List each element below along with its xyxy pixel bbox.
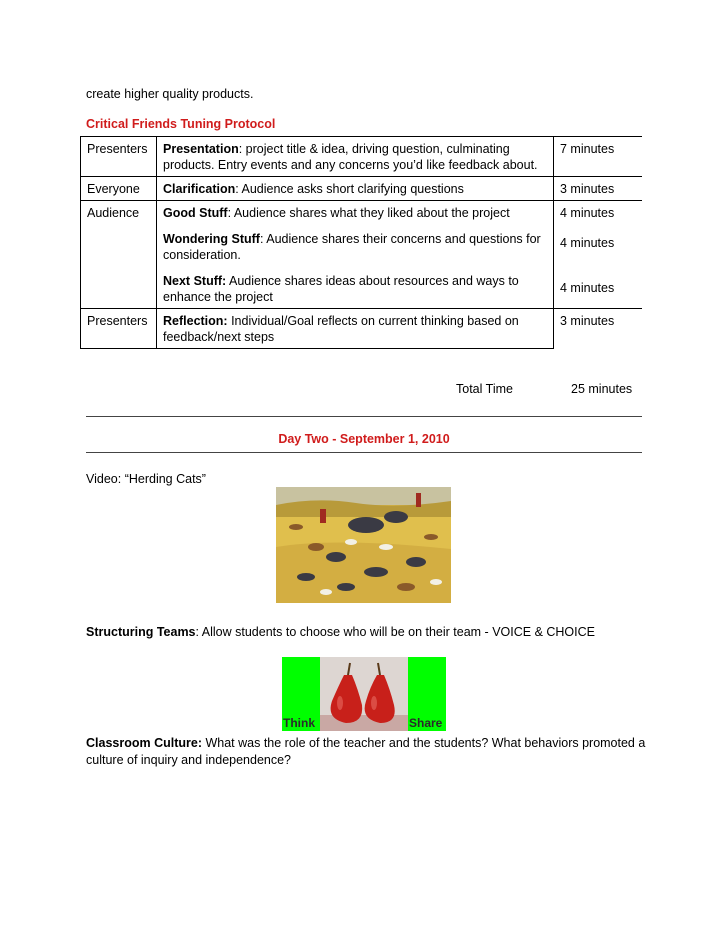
classroom-culture-paragraph: [86, 735, 646, 769]
activity-text: : project title & idea, driving question, culminating products. Entry events and any concerns you’d like feedback about.: [163, 142, 538, 172]
activity-name: Presentation: [163, 142, 239, 156]
herding-cats-image: [276, 487, 451, 603]
time-value: 4 minutes: [560, 236, 615, 250]
activity-text: Individual/Goal reflects on current thinking based on feedback/next steps: [163, 314, 519, 344]
activity-name: Clarification: [163, 182, 236, 196]
activity-cell: [157, 309, 554, 349]
activity-name: Reflection:: [163, 314, 228, 328]
divider: [86, 416, 642, 417]
table-row: [81, 309, 643, 349]
activity-name: Wondering Stuff: [163, 232, 260, 246]
classroom-culture-text: What was the role of the teacher and the students? What behaviors promoted a culture of inquiry and independence?: [86, 736, 646, 767]
time-cell: 7 minutes: [554, 137, 643, 177]
structuring-teams-line: [86, 625, 595, 639]
structuring-teams-label: Structuring Teams: [86, 625, 196, 639]
activity-cell: [157, 137, 554, 177]
role-cell: Audience: [81, 201, 157, 309]
time-value: 4 minutes: [560, 206, 615, 220]
intro-line: create higher quality products.: [86, 87, 254, 101]
day-heading: Day Two - September 1, 2010: [278, 432, 450, 446]
video-line: Video: “Herding Cats”: [86, 472, 206, 486]
share-label: Share: [409, 716, 443, 730]
tuning-protocol-table: [80, 136, 642, 349]
herding-cats-painting: [276, 487, 451, 603]
think-label: Think: [283, 716, 315, 730]
total-time-label: Total Time: [456, 382, 513, 396]
activity-text: Audience shares ideas about resources and ways to enhance the project: [163, 274, 519, 304]
role-cell: Presenters: [81, 137, 157, 177]
activity-name: Next Stuff:: [163, 274, 227, 288]
total-time-value: 25 minutes: [571, 382, 633, 396]
divider: [86, 452, 642, 453]
time-value: 4 minutes: [560, 281, 615, 295]
role-cell: Presenters: [81, 309, 157, 349]
time-cell: 3 minutes: [554, 177, 643, 201]
structuring-teams-text: : Allow students to choose who will be on their team - VOICE & CHOICE: [195, 625, 595, 639]
table-row: [81, 137, 643, 177]
table-row: [81, 201, 643, 309]
time-cell: [554, 201, 643, 309]
role-cell: Everyone: [81, 177, 157, 201]
activity-cell: [157, 201, 554, 309]
activity-text: : Audience asks short clarifying questions: [235, 182, 464, 196]
activity-name: Good Stuff: [163, 206, 228, 220]
time-cell: 3 minutes: [560, 314, 615, 328]
activity-cell: [157, 177, 554, 201]
table-row: [81, 177, 643, 201]
classroom-culture-label: Classroom Culture:: [86, 736, 202, 750]
protocol-title: Critical Friends Tuning Protocol: [86, 117, 276, 131]
think-pair-share-image: [282, 657, 446, 731]
activity-text: : Audience shares what they liked about the project: [227, 206, 510, 220]
activity-text: : Audience shares their concerns and questions for consideration.: [163, 232, 541, 262]
